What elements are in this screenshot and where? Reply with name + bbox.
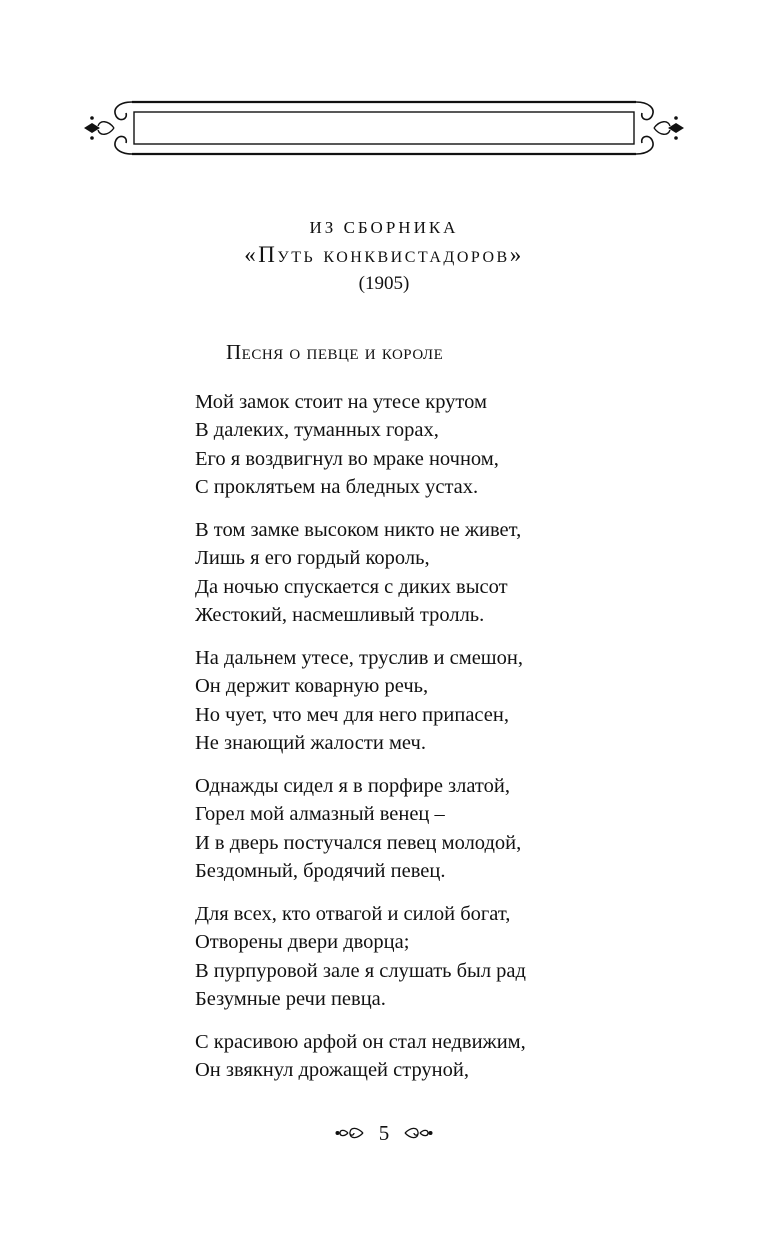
poem-line: Он держит коварную речь,	[195, 675, 429, 698]
poem-line: В том замке высоком никто не живет,	[195, 518, 522, 541]
left-flourish-icon	[335, 1124, 365, 1142]
poem-line: Отворены двери дворца;	[195, 931, 410, 954]
poem-line: Не знающий жалости меч.	[195, 731, 426, 754]
right-flourish-icon	[403, 1124, 433, 1142]
poem-line: Мой замок стоит на утесе крутом	[195, 391, 487, 413]
stanza	[195, 388, 715, 501]
poem-line: Бездомный, бродячий певец.	[195, 859, 446, 882]
poem-line: Для всех, кто отвагой и силой богат,	[195, 902, 511, 925]
page-footer	[0, 1118, 768, 1148]
poem-body	[195, 388, 715, 1099]
page-number: 5	[378, 1120, 390, 1145]
collection-label: ИЗ СБОРНИКА	[309, 218, 459, 237]
collection-heading	[0, 216, 768, 298]
stanza	[195, 1028, 715, 1085]
poem-line: С красивою арфой он стал недвижим,	[195, 1030, 526, 1053]
poem-line: С проклятьем на бледных устах.	[195, 475, 479, 498]
collection-year: (1905)	[358, 273, 410, 294]
poem-line: Он звякнул дрожащей струной,	[195, 1059, 469, 1082]
poem-line: Однажды сидел я в порфире златой,	[195, 774, 510, 797]
poem-line: Но чует, что меч для него припасен,	[195, 703, 509, 726]
stanza	[195, 900, 715, 1013]
poem-line: На дальнем утесе, труслив и смешон,	[195, 646, 523, 669]
stanza	[195, 516, 715, 629]
stanza	[195, 772, 715, 885]
poem-line: В пурпуровой зале я слушать был рад	[195, 959, 526, 982]
poem-line: И в дверь постучался певец молодой,	[195, 831, 522, 854]
stanza	[195, 644, 715, 757]
poem-line: Безумные речи певца.	[195, 987, 386, 1010]
poem-line: Лишь я его гордый король,	[195, 547, 430, 570]
poem-line: Его я воздвигнул во мраке ночном,	[195, 447, 499, 470]
header-frame-ornament	[80, 96, 688, 160]
collection-title: «Путь конквистадоров»	[244, 242, 524, 267]
poem-title: Песня о певце и короле	[226, 340, 444, 364]
poem-line: Жестокий, насмешливый тролль.	[195, 603, 485, 626]
poem-line: В далеких, туманных горах,	[195, 419, 439, 442]
poem-line: Горел мой алмазный венец –	[195, 803, 445, 826]
poem-line: Да ночью спускается с диких высот	[195, 575, 508, 598]
